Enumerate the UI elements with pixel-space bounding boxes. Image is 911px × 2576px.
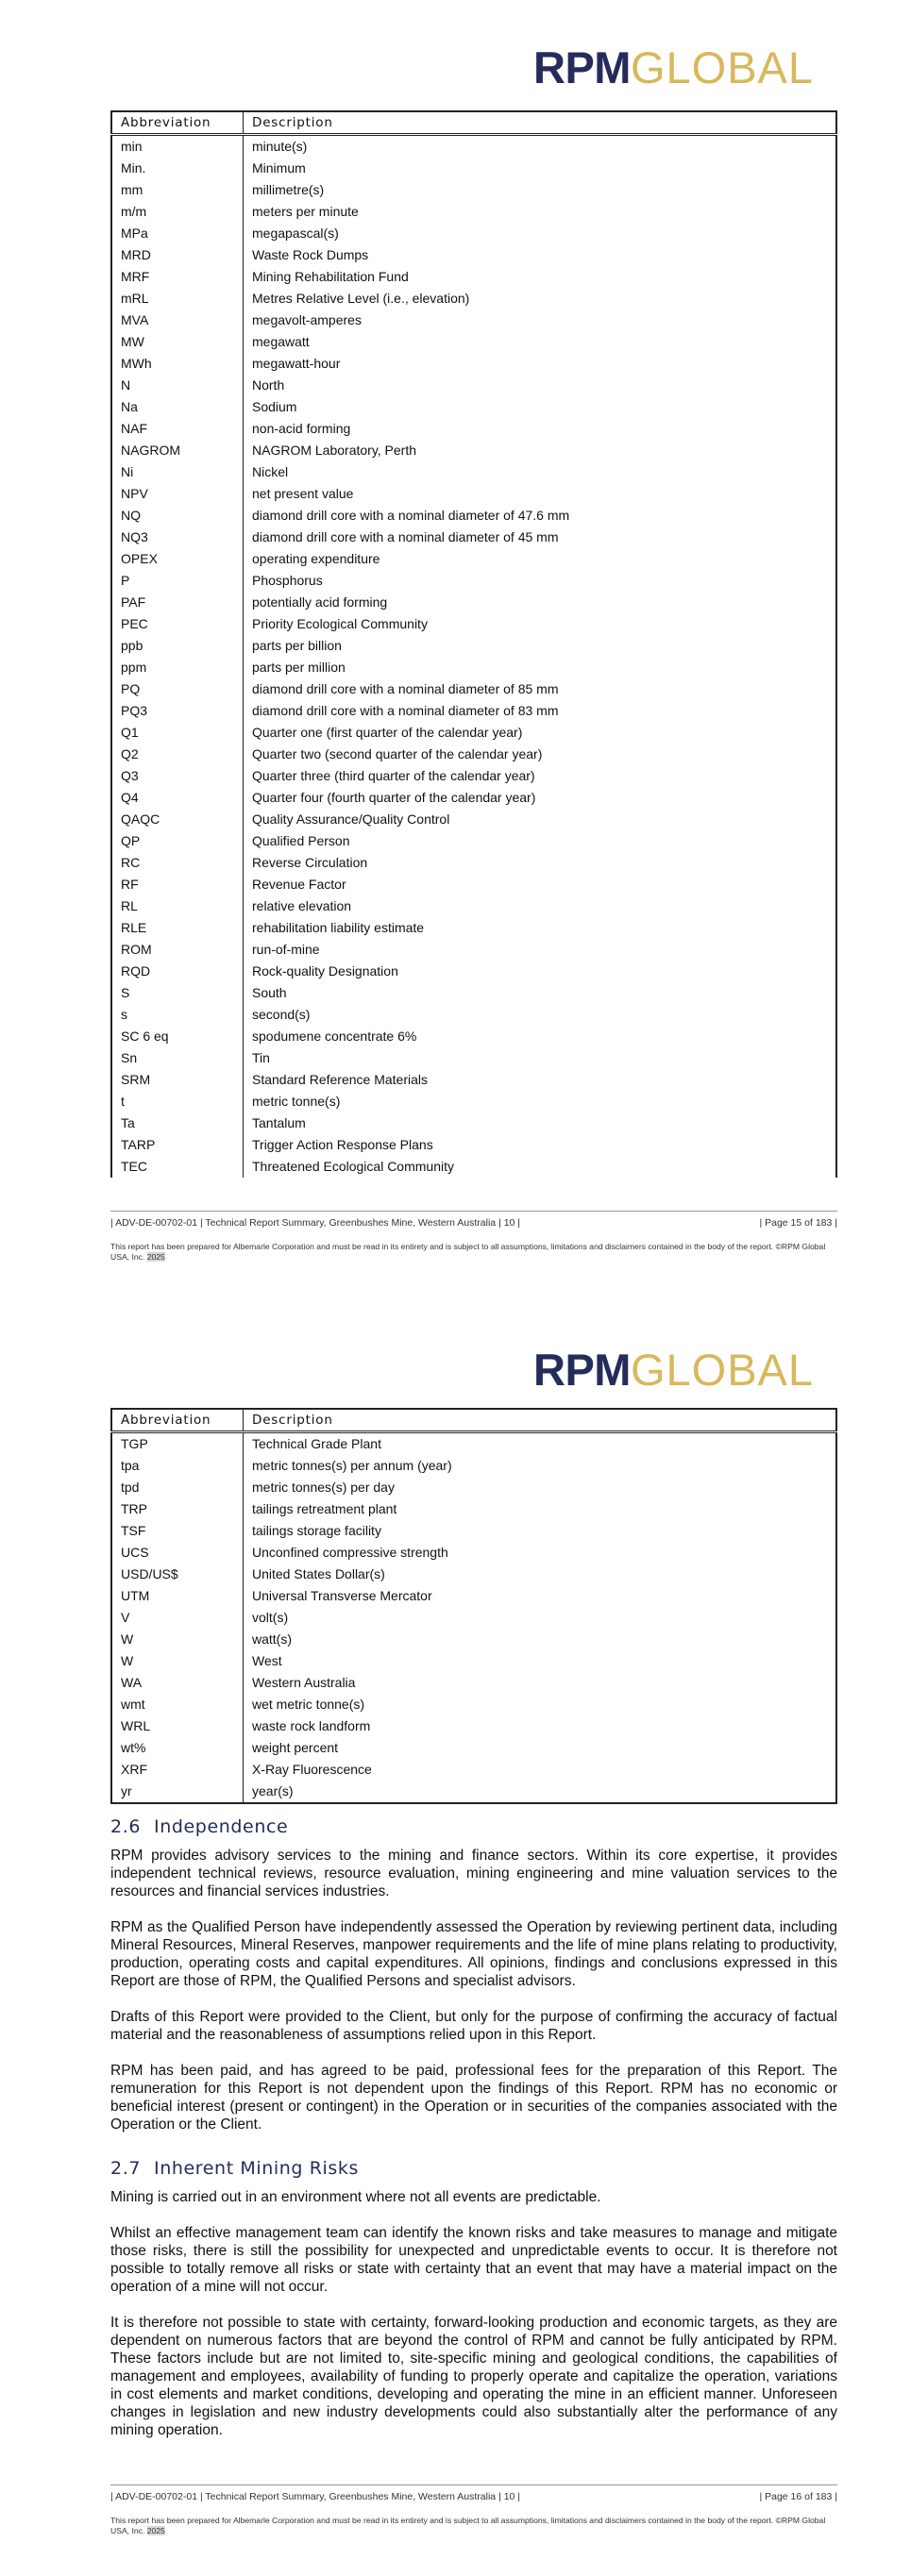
description-cell: Quarter four (fourth quarter of the calendar year) (252, 790, 536, 805)
description-cell: spodumene concentrate 6% (252, 1029, 417, 1044)
abbreviation-cell: Sn (111, 1047, 244, 1069)
abbreviation-cell: Q2 (111, 744, 244, 765)
description-cell: net present value (252, 486, 354, 501)
section-independence (110, 1847, 837, 2133)
table-row (111, 1759, 836, 1781)
section-title: Independence (154, 1816, 289, 1837)
description-cell: Qualified Person (252, 833, 350, 848)
paragraph: Whilst an effective management team can identify the known risks and take measures to manage and mitigate those risks, there is still the possibility for unexpected and unpredictable events to occur. It is therefore not possible to totally remove all risks or state with certainty that an event that may have a material impact on the operation of a mine will not occur. (110, 2225, 837, 2295)
table-row (111, 1629, 836, 1650)
logo-rpm-text: RPM (533, 42, 631, 92)
description-cell: Mining Rehabilitation Fund (252, 269, 409, 284)
description-cell: minute(s) (252, 139, 308, 154)
description-cell: Sodium (252, 399, 297, 414)
abbreviation-cell: W (111, 1650, 244, 1672)
abbreviation-cell: MW (111, 331, 244, 353)
description-cell: meters per minute (252, 204, 359, 219)
abbreviation-cell: min (111, 135, 244, 159)
abbreviation-cell: N (111, 375, 244, 396)
abbreviation-cell: Q3 (111, 765, 244, 787)
description-cell: Unconfined compressive strength (252, 1545, 448, 1560)
abbreviation-cell: WA (111, 1672, 244, 1694)
table-row (111, 135, 836, 159)
paragraph: Mining is carried out in an environment where not all events are predictable. (110, 2189, 601, 2205)
table-row (111, 982, 836, 1004)
description-cell: Minimum (252, 160, 306, 176)
description-cell: second(s) (252, 1007, 311, 1022)
table-row (111, 179, 836, 201)
logo-global-text: GLOBAL (630, 1345, 815, 1395)
description-cell: metric tonnes(s) per day (252, 1480, 395, 1495)
page-footer (110, 2484, 837, 2536)
description-cell: Metres Relative Level (i.e., elevation) (252, 291, 470, 306)
table-row (111, 505, 836, 527)
table-row (111, 396, 836, 418)
table-row (111, 1432, 836, 1456)
description-cell: Quarter three (third quarter of the calendar year) (252, 768, 535, 783)
footer-year: 2025 (146, 1252, 165, 1262)
footer-page-number: | Page 16 of 183 | (759, 2491, 837, 2502)
table-row (111, 483, 836, 505)
table-row (111, 1004, 836, 1026)
footer-disclaimer (110, 2516, 837, 2536)
abbreviation-cell: PEC (111, 613, 244, 635)
abbreviation-cell: mm (111, 179, 244, 201)
table-row (111, 635, 836, 657)
abbreviation-cell: PAF (111, 592, 244, 613)
description-cell: Threatened Ecological Community (252, 1159, 454, 1174)
table-row (111, 1585, 836, 1607)
description-cell: Tin (252, 1050, 270, 1065)
description-cell: X-Ray Fluorescence (252, 1762, 372, 1777)
abbreviation-cell: MRF (111, 266, 244, 288)
abbreviation-cell: t (111, 1091, 244, 1112)
abbreviation-cell: UCS (111, 1542, 244, 1564)
description-cell: West (252, 1653, 282, 1668)
table-row (111, 1047, 836, 1069)
description-cell: non-acid forming (252, 421, 351, 436)
abbreviation-cell: SRM (111, 1069, 244, 1091)
table-header-row (111, 1409, 836, 1432)
abbreviation-cell: MRD (111, 244, 244, 266)
description-cell: United States Dollar(s) (252, 1566, 385, 1581)
table-row (111, 570, 836, 592)
table-row (111, 244, 836, 266)
abbreviation-cell: PQ (111, 678, 244, 700)
abbreviation-cell: PQ3 (111, 700, 244, 722)
description-cell: weight percent (252, 1740, 339, 1755)
table-row (111, 201, 836, 223)
section-number: 2.6 (110, 1816, 142, 1837)
table-row (111, 1520, 836, 1542)
description-cell: year(s) (252, 1783, 294, 1798)
table-row (111, 418, 836, 440)
table-row (111, 613, 836, 635)
footer-disclaimer-text: This report has been prepared for Albemarle Corporation and must be read in its entirety and is subject to all assumptions, limitations and disclaimers contained in the body of the report. ©RPM Global USA, Inc. (110, 1242, 826, 1262)
table-row (111, 809, 836, 830)
table-row (111, 917, 836, 939)
description-cell: wet metric tonne(s) (252, 1697, 365, 1712)
report-body (110, 1816, 837, 2457)
abbreviation-cell: QAQC (111, 809, 244, 830)
page-16 (0, 1302, 911, 2576)
abbreviation-cell: mRL (111, 288, 244, 309)
table-row (111, 722, 836, 744)
table-row (111, 1694, 836, 1715)
abbreviation-cell: TSF (111, 1520, 244, 1542)
header-abbreviation: Abbreviation (111, 1409, 244, 1432)
description-cell: watt(s) (252, 1631, 292, 1647)
table-row (111, 1091, 836, 1112)
abbreviation-cell: tpd (111, 1477, 244, 1498)
description-cell: South (252, 985, 287, 1000)
abbreviation-cell: V (111, 1607, 244, 1629)
description-cell: diamond drill core with a nominal diameter of 45 mm (252, 529, 559, 544)
rpm-global-logo (533, 1347, 814, 1393)
abbreviation-cell: RC (111, 852, 244, 874)
abbreviation-cell: W (111, 1629, 244, 1650)
abbreviation-cell: TEC (111, 1156, 244, 1178)
page-footer (110, 1211, 837, 1263)
table-header-row (111, 111, 836, 135)
description-cell: diamond drill core with a nominal diameter of 47.6 mm (252, 508, 570, 523)
section-heading-independence (110, 1816, 837, 1837)
abbreviation-table (110, 110, 837, 1178)
description-cell: Nickel (252, 464, 289, 479)
table-row (111, 331, 836, 353)
table-row (111, 1112, 836, 1134)
table-row (111, 1455, 836, 1477)
table-body (111, 135, 836, 1179)
description-cell: NAGROM Laboratory, Perth (252, 443, 417, 458)
description-cell: tailings storage facility (252, 1523, 381, 1538)
abbreviation-cell: tpa (111, 1455, 244, 1477)
table-row (111, 961, 836, 982)
abbreviation-cell: QP (111, 830, 244, 852)
paragraph: Drafts of this Report were provided to the Client, but only for the purpose of confirming the accuracy of factual material and the reasonableness of assumptions relied upon in this Report. (110, 2009, 837, 2043)
description-cell: millimetre(s) (252, 182, 325, 197)
abbreviation-cell: TGP (111, 1432, 244, 1456)
description-cell: tailings retreatment plant (252, 1501, 397, 1516)
table-row (111, 1650, 836, 1672)
abbreviation-table (110, 1408, 837, 1804)
abbreviation-cell: RL (111, 895, 244, 917)
table-row (111, 548, 836, 570)
header-description: Description (244, 111, 837, 135)
table-row (111, 1715, 836, 1737)
abbreviation-cell: MPa (111, 223, 244, 244)
table-row (111, 288, 836, 309)
table-row (111, 309, 836, 331)
footer-document-ref: | ADV-DE-00702-01 | Technical Report Summary, Greenbushes Mine, Western Australia | 10 | (110, 1217, 521, 1229)
paragraph: RPM provides advisory services to the mining and finance sectors. Within its core expertise, it provides independent technical reviews, resource evaluation, mining engineering and mine valuation services to the resources and financial services industries. (110, 1848, 837, 1899)
description-cell: Priority Ecological Community (252, 616, 428, 631)
abbreviation-cell: Q1 (111, 722, 244, 744)
abbreviation-cell: Na (111, 396, 244, 418)
description-cell: Phosphorus (252, 573, 323, 588)
description-cell: parts per million (252, 660, 346, 675)
abbreviation-cell: ppm (111, 657, 244, 678)
footer-disclaimer-text: This report has been prepared for Albemarle Corporation and must be read in its entirety and is subject to all assumptions, limitations and disclaimers contained in the body of the report. ©RPM Global USA, Inc. (110, 2516, 826, 2535)
description-cell: potentially acid forming (252, 594, 388, 610)
description-cell: metric tonnes(s) per annum (year) (252, 1458, 452, 1473)
abbreviation-cell: ppb (111, 635, 244, 657)
abbreviation-cell: Q4 (111, 787, 244, 809)
abbreviation-cell: RLE (111, 917, 244, 939)
footer-year: 2025 (146, 2526, 165, 2535)
abbreviation-cell: NPV (111, 483, 244, 505)
footer-document-ref: | ADV-DE-00702-01 | Technical Report Summary, Greenbushes Mine, Western Australia | 10 | (110, 2491, 521, 2502)
description-cell: Reverse Circulation (252, 855, 368, 870)
table-row (111, 1134, 836, 1156)
table-row (111, 223, 836, 244)
abbreviation-cell: s (111, 1004, 244, 1026)
footer-disclaimer (110, 1242, 837, 1263)
table-row (111, 461, 836, 483)
table-row (111, 852, 836, 874)
description-cell: volt(s) (252, 1610, 289, 1625)
section-heading-inherent-risks (110, 2158, 837, 2179)
section-title: Inherent Mining Risks (154, 2158, 360, 2179)
abbreviation-cell: MVA (111, 309, 244, 331)
abbreviation-cell: P (111, 570, 244, 592)
description-cell: Revenue Factor (252, 877, 346, 892)
abbreviation-cell: XRF (111, 1759, 244, 1781)
description-cell: Rock-quality Designation (252, 963, 398, 979)
table-row (111, 657, 836, 678)
table-row (111, 1477, 836, 1498)
table-row (111, 1607, 836, 1629)
description-cell: Quarter two (second quarter of the calendar year) (252, 746, 543, 761)
logo-rpm-text: RPM (533, 1345, 631, 1395)
abbreviation-cell: SC 6 eq (111, 1026, 244, 1047)
abbreviation-cell: WRL (111, 1715, 244, 1737)
description-cell: Trigger Action Response Plans (252, 1137, 433, 1152)
abbreviation-cell: m/m (111, 201, 244, 223)
table-row (111, 1156, 836, 1178)
abbreviation-cell: UTM (111, 1585, 244, 1607)
abbreviation-cell: USD/US$ (111, 1564, 244, 1585)
rpm-global-logo (533, 42, 815, 92)
section-number: 2.7 (110, 2158, 142, 2179)
abbreviation-cell: MWh (111, 353, 244, 375)
table-row (111, 158, 836, 179)
table-body (111, 1432, 836, 1804)
description-cell: relative elevation (252, 898, 352, 913)
abbreviation-cell: RQD (111, 961, 244, 982)
description-cell: megapascal(s) (252, 226, 339, 241)
description-cell: Western Australia (252, 1675, 356, 1690)
header-abbreviation: Abbreviation (111, 111, 244, 135)
table-row (111, 765, 836, 787)
table-row (111, 874, 836, 895)
description-cell: rehabilitation liability estimate (252, 920, 425, 935)
table-row (111, 830, 836, 852)
abbreviation-cell: wmt (111, 1694, 244, 1715)
paragraph: RPM as the Qualified Person have independently assessed the Operation by reviewing pertinent data, including Mineral Resources, Mineral Reserves, manpower requirements and the life of mine plans relating to productivity, production, operating costs and capital expenditures. All opinions, findings and conclusions expressed in this Report are those of RPM, the Qualified Persons and specialist advisors. (110, 1919, 837, 1989)
description-cell: Waste Rock Dumps (252, 247, 369, 262)
table-row (111, 353, 836, 375)
table-row (111, 939, 836, 961)
description-cell: Standard Reference Materials (252, 1072, 428, 1087)
description-cell: Tantalum (252, 1115, 306, 1130)
description-cell: diamond drill core with a nominal diameter of 85 mm (252, 681, 559, 696)
table-row (111, 1564, 836, 1585)
abbreviation-cell: Min. (111, 158, 244, 179)
description-cell: Quality Assurance/Quality Control (252, 811, 450, 827)
header-description: Description (244, 1409, 837, 1432)
table-row (111, 1781, 836, 1803)
abbreviation-cell: Ni (111, 461, 244, 483)
table-row (111, 440, 836, 461)
abbreviation-cell: TARP (111, 1134, 244, 1156)
abbreviation-cell: wt% (111, 1737, 244, 1759)
table-row (111, 375, 836, 396)
description-cell: diamond drill core with a nominal diameter of 83 mm (252, 703, 559, 718)
table-row (111, 1498, 836, 1520)
abbreviation-cell: yr (111, 1781, 244, 1803)
description-cell: parts per billion (252, 638, 342, 653)
abbreviation-cell: TRP (111, 1498, 244, 1520)
table-row (111, 592, 836, 613)
description-cell: megavolt-amperes (252, 312, 362, 327)
abbreviation-cell: Ta (111, 1112, 244, 1134)
description-cell: metric tonne(s) (252, 1094, 341, 1109)
table-row (111, 1672, 836, 1694)
abbreviation-cell: ROM (111, 939, 244, 961)
paragraph: RPM has been paid, and has agreed to be paid, professional fees for the preparation of this Report. The remuneration for this Report is not dependent upon the findings of this Report. RPM has no economic or beneficial interest (present or contingent) in the Operation or in securities of the companies associated with the Operation or the Client. (110, 2063, 837, 2133)
table-row (111, 1069, 836, 1091)
description-cell: waste rock landform (252, 1718, 371, 1733)
section-inherent-mining-risks (110, 2188, 837, 2439)
footer-page-number: | Page 15 of 183 | (759, 1217, 837, 1229)
table-row (111, 744, 836, 765)
description-cell: Technical Grade Plant (252, 1436, 381, 1451)
description-cell: Universal Transverse Mercator (252, 1588, 432, 1603)
table-row (111, 1737, 836, 1759)
abbreviation-cell: OPEX (111, 548, 244, 570)
logo-global-text: GLOBAL (630, 42, 815, 92)
table-row (111, 700, 836, 722)
abbreviation-cell: NQ (111, 505, 244, 527)
abbreviation-cell: NQ3 (111, 527, 244, 548)
abbreviation-cell: RF (111, 874, 244, 895)
table-row (111, 1026, 836, 1047)
abbreviation-cell: NAF (111, 418, 244, 440)
table-row (111, 895, 836, 917)
description-cell: run-of-mine (252, 942, 320, 957)
description-cell: operating expenditure (252, 551, 380, 566)
table-row (111, 678, 836, 700)
table-row (111, 1542, 836, 1564)
description-cell: Quarter one (first quarter of the calendar year) (252, 725, 523, 740)
abbreviation-cell: NAGROM (111, 440, 244, 461)
table-row (111, 266, 836, 288)
description-cell: megawatt (252, 334, 310, 349)
table-row (111, 527, 836, 548)
abbreviation-cell: S (111, 982, 244, 1004)
description-cell: North (252, 377, 285, 393)
paragraph: It is therefore not possible to state with certainty, forward-looking production and economic targets, as they are dependent on numerous factors that are beyond the control of RPM and cannot be fully anticipated by RPM. These factors include but are not limited to, site-specific mining and geological conditions, the capabilities of management and employees, availability of funding to properly operate and capitalize the operation, variations in cost elements and market conditions, developing and operating the mine in an efficient manner. Unforeseen changes in legislation and new industry developments could also substantially alter the performance of any mining operation. (110, 2315, 837, 2438)
table-row (111, 787, 836, 809)
description-cell: megawatt-hour (252, 356, 341, 371)
